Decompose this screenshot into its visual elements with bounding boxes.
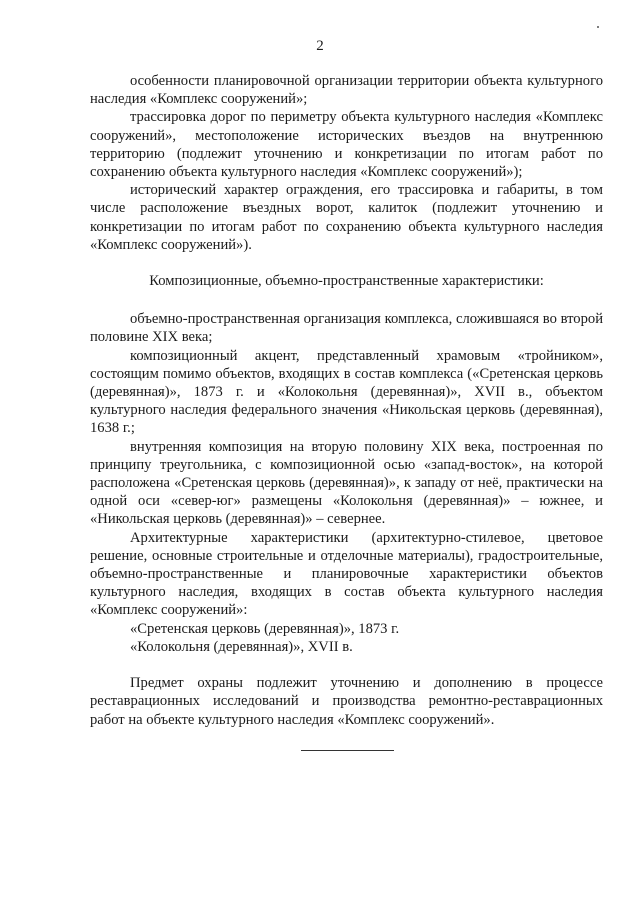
paragraph-architectural-characteristics: Архитектурные характеристики (архитектурно-стилевое, цветовое решение, основные строительные и отделочные материалы), градостроительные, объемно-пространственные и планировочные характеристики объектов культурного наследия, входящих в состав объекта культурного наследия «Комплекс сооружений»:	[90, 529, 603, 619]
paragraph-road-tracing: трассировка дорог по периметру объекта культурного наследия «Комплекс сооружений», местоположение исторических въездов на внутреннюю территорию (подлежит уточнению и конкретизации по итогам работ по сохранению объекта культурного наследия «Комплекс сооружений»);	[90, 109, 603, 181]
section-heading-compositional: Композиционные, объемно-пространственные характеристики:	[149, 273, 544, 290]
paragraph-protection-subject: Предмет охраны подлежит уточнению и дополнению в процессе реставрационных исследований и производства ремонтно-реставрационных работ на объекте культурного наследия «Комплекс сооружений».	[90, 675, 603, 728]
list-item-bell-tower: «Колокольня (деревянная)», XVII в.	[130, 638, 353, 655]
scan-speck	[597, 26, 599, 28]
page-number: 2	[316, 38, 324, 54]
paragraph-volumetric-organization: объемно-пространственная организация комплекса, сложившаяся во второй половине XIX века;	[90, 311, 603, 346]
paragraph-internal-composition: внутренняя композиция на вторую половину XIX века, построенная по принципу треугольника, с композиционной осью «запад-восток», на которой расположена «Сретенская церковь (деревянная)», к западу от неё, практически на одной оси «север-юг» размещены «Колокольня (деревянная)» – южнее, и «Никольская церковь (деревянная)» – севернее.	[90, 438, 603, 528]
list-item-sretenskaya-church: «Сретенская церковь (деревянная)», 1873 г.	[130, 620, 400, 637]
end-of-text-rule	[301, 750, 394, 751]
paragraph-planning-organization: особенности планировочной организации территории объекта культурного наследия «Комплекс сооружений»;	[90, 73, 603, 108]
paragraph-compositional-accent: композиционный акцент, представленный храмовым «тройником», состоящим помимо объектов, входящих в состав комплекса («Сретенская церковь (деревянная)», 1873 г. и «Колокольня (деревянная)», XVII в., объектом культурного наследия федерального значения «Никольская церковь (деревянная), 1638 г.;	[90, 347, 603, 437]
paragraph-fence-character: исторический характер ограждения, его трассировка и габариты, в том числе расположение въездных ворот, калиток (подлежит уточнению и конкретизации по итогам работ по сохранению объекта культурного наследия «Комплекс сооружений»).	[90, 182, 603, 253]
document-body	[90, 72, 603, 729]
